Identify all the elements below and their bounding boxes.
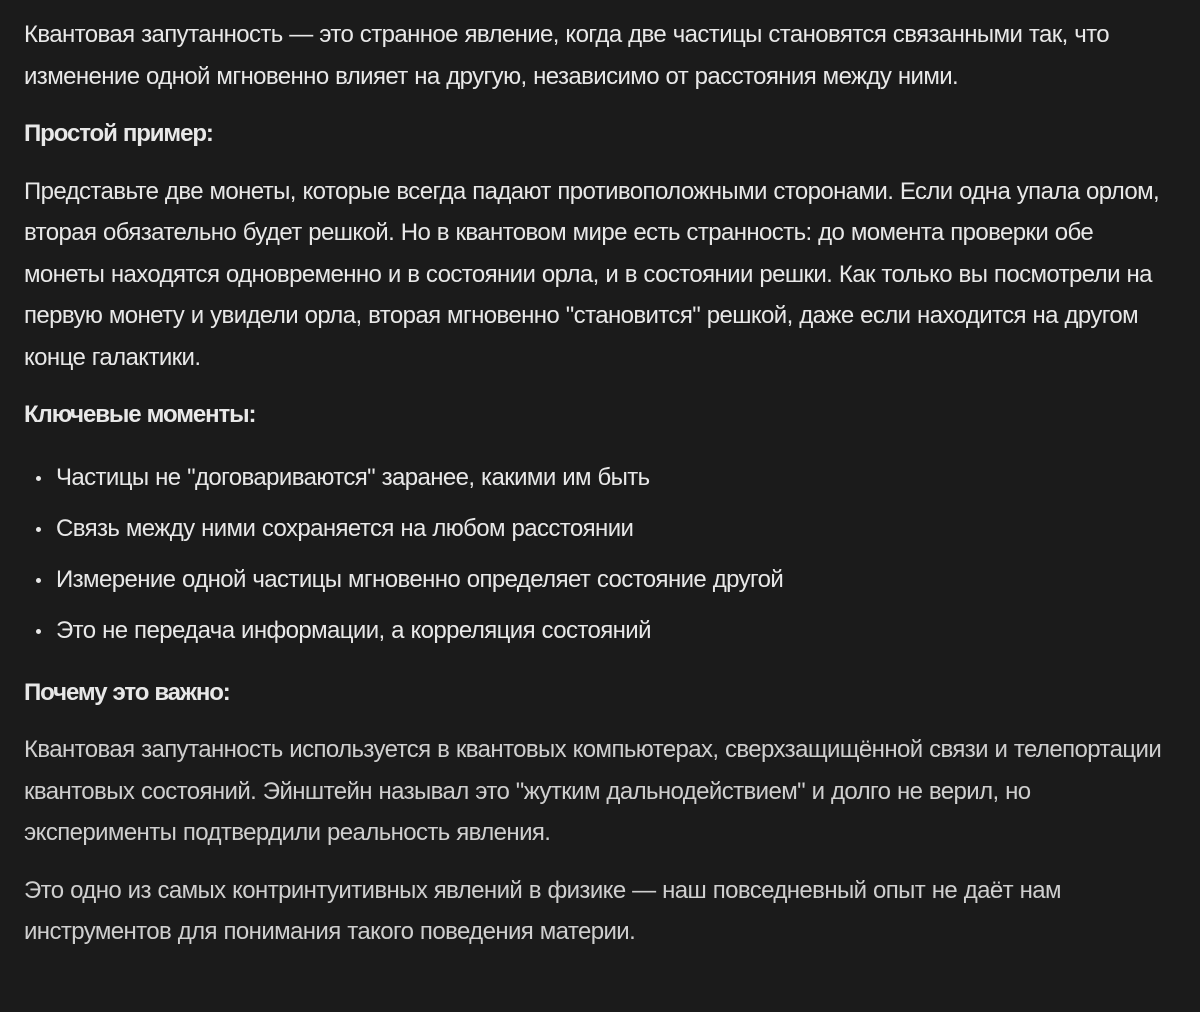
closing-paragraph: Это одно из самых контринтуитивных явлений в физике — наш повседневный опыт не даёт нам инструментов для понимания такого поведения материи.	[24, 876, 1061, 945]
list-item	[24, 503, 1174, 554]
bullet-icon	[36, 527, 41, 532]
assistant-message	[24, 14, 1174, 969]
list-item-text: Связь между ними сохраняется на любом расстоянии	[56, 514, 634, 542]
list-item-text: Частицы не "договариваются" заранее, какими им быть	[56, 463, 650, 491]
list-item	[24, 452, 1174, 503]
bullet-icon	[36, 476, 41, 481]
list-item-text: Это не передача информации, а корреляция состояний	[56, 616, 651, 644]
bullet-icon	[36, 629, 41, 634]
bullet-icon	[36, 578, 41, 583]
importance-paragraph: Квантовая запутанность используется в квантовых компьютерах, сверхзащищённой связи и телепортации квантовых состояний. Эйнштейн называл это "жутким дальнодействием" и долго не верил, но эксперименты подтвердили реальность явления.	[24, 736, 1162, 846]
list-item	[24, 605, 1174, 656]
example-paragraph: Представьте две монеты, которые всегда падают противоположными сторонами. Если одна упала орлом, вторая обязательно будет решкой. Но в квантовом мире есть странность: до момента проверки обе монеты находятся одновременно и в состоянии орла, и в состоянии решки. Как только вы посмотрели на первую монету и увидели орла, вторая мгновенно "становится" решкой, даже если находится на другом конце галактики.	[24, 177, 1160, 371]
list-item	[24, 554, 1174, 605]
intro-paragraph: Квантовая запутанность — это странное явление, когда две частицы становятся связанными так, что изменение одной мгновенно влияет на другую, независимо от расстояния между ними.	[24, 21, 1110, 90]
list-item-text: Измерение одной частицы мгновенно определяет состояние другой	[56, 565, 784, 593]
importance-heading: Почему это важно:	[24, 678, 230, 706]
example-heading: Простой пример:	[24, 120, 213, 147]
key-points-list	[24, 452, 1174, 656]
key-points-heading: Ключевые моменты:	[24, 401, 256, 428]
